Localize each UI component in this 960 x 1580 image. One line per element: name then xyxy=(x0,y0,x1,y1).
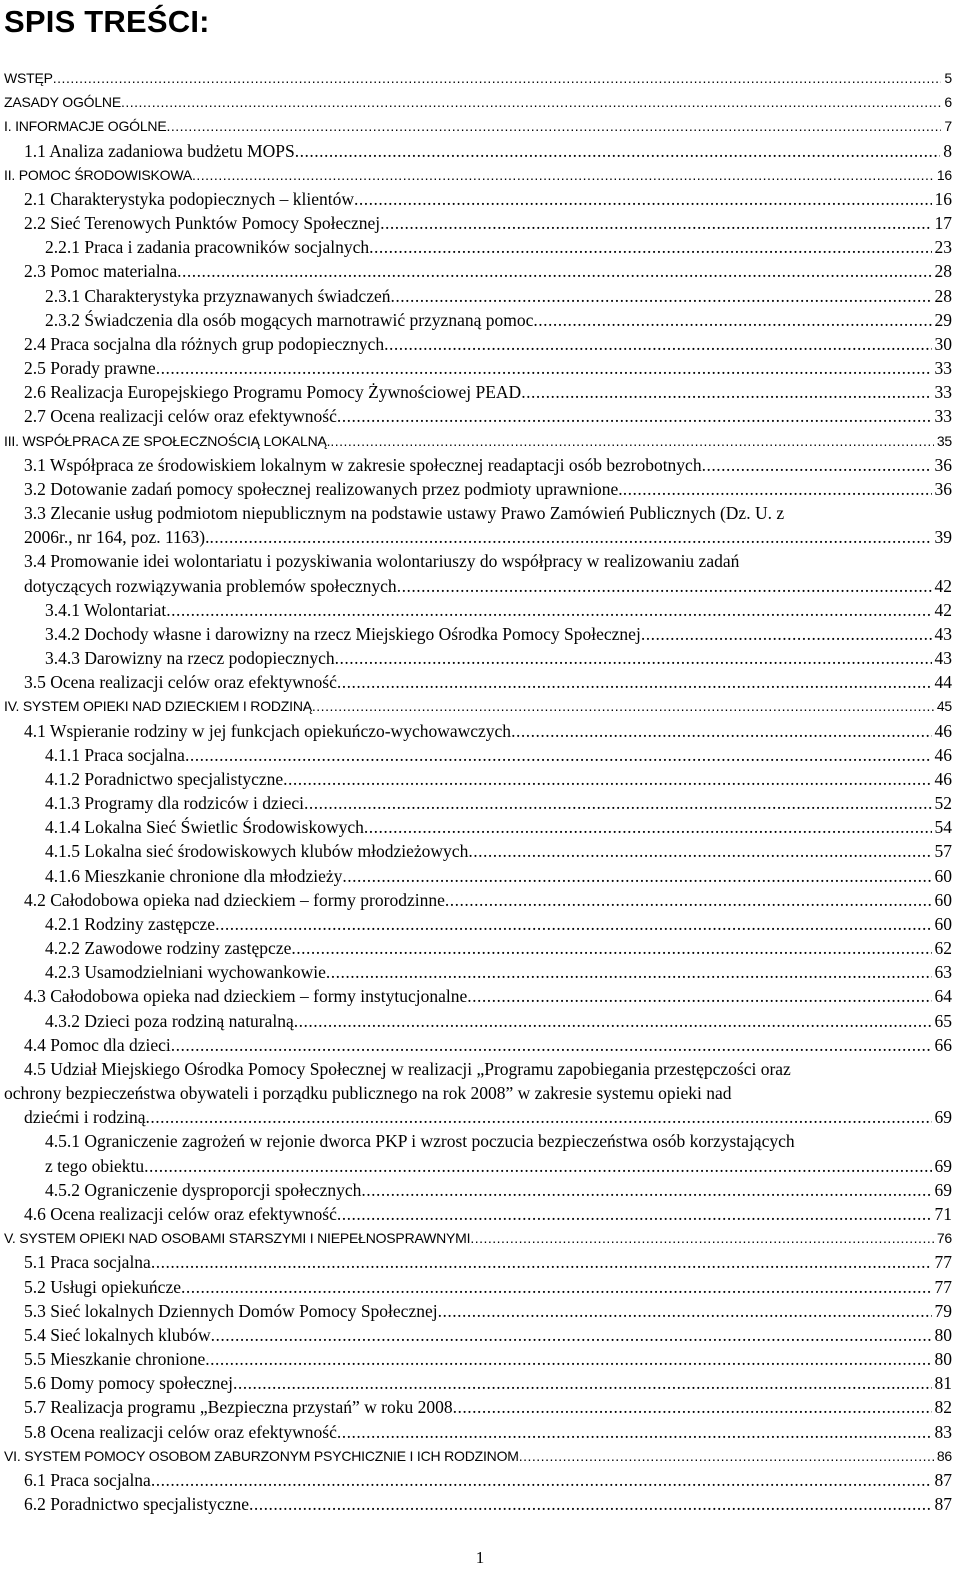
toc-entry-page-number: 69 xyxy=(934,1155,952,1176)
toc-entry-page-number: 69 xyxy=(934,1179,952,1200)
dot-leader xyxy=(330,429,933,453)
toc-entry-page-number: 43 xyxy=(934,648,952,669)
dot-leader xyxy=(369,235,931,259)
toc-entry-line xyxy=(4,163,952,187)
toc-entry-line xyxy=(24,1492,952,1516)
toc-entry-line xyxy=(24,1347,952,1371)
toc-entry-title: 2.5 Porady prawne xyxy=(24,358,156,379)
toc-entry-page-number: 52 xyxy=(934,793,952,814)
toc-entry-page-number: 46 xyxy=(934,744,952,765)
toc-entry-title: 3.2 Dotowanie zadań pomocy społecznej realizowanych przez podmioty uprawnione. xyxy=(24,478,623,499)
dot-leader xyxy=(397,574,932,598)
dot-leader xyxy=(623,477,932,501)
toc-entry-title: 4.3 Całodobowa opieka nad dzieckiem – formy instytucjonalne xyxy=(24,986,468,1007)
toc-entry-line xyxy=(45,791,952,815)
toc-entry-page-number: 63 xyxy=(934,962,952,983)
toc-entry-title: 3.4.3 Darowizny na rzecz podopiecznych xyxy=(45,648,335,669)
page-number: 1 xyxy=(475,1548,485,1567)
dot-leader xyxy=(249,1492,931,1516)
dot-leader xyxy=(519,1444,934,1468)
toc-entry-title: 2.3.2 Świadczenia dla osób mogących marnotrawić przyznaną pomoc xyxy=(45,309,534,330)
toc-entry-title: 3.4.1 Wolontariat xyxy=(45,599,167,620)
toc-entry-page-number: 42 xyxy=(934,575,952,596)
toc-entry-line xyxy=(24,453,952,477)
dot-leader xyxy=(53,66,942,90)
toc-entry-title-continued: dotyczących rozwiązywania problemów społecznych xyxy=(24,575,397,596)
toc-entry-page-number: 33 xyxy=(934,358,952,379)
toc-entry-title: 2.3.1 Charakterystyka przyznawanych świadczeń xyxy=(45,285,391,306)
toc-entry-title: VI. SYSTEM POMOCY OSOBOM ZABURZONYM PSYCHICZNIE I ICH RODZINOM xyxy=(4,1447,519,1464)
dot-leader xyxy=(468,839,931,863)
toc-entry-line xyxy=(45,1009,952,1033)
toc-entry-page-number: 16 xyxy=(934,188,952,209)
toc-entry-page-number: 87 xyxy=(934,1469,952,1490)
toc-entry-title: 5.7 Realizacja programu „Bezpieczna przystań” w roku 2008 xyxy=(24,1397,453,1418)
toc-entry-page-number: 17 xyxy=(934,213,952,234)
toc-entry-line xyxy=(24,1299,952,1323)
toc-entry-page-number: 8 xyxy=(943,140,952,161)
toc-entry-line xyxy=(45,235,952,259)
toc-entry-page-number: 60 xyxy=(934,889,952,910)
toc-entry-page-number: 44 xyxy=(934,672,952,693)
toc-entry-line xyxy=(4,1226,952,1250)
toc-entry-line xyxy=(24,187,952,211)
toc-entry-line xyxy=(45,1154,952,1178)
dot-leader xyxy=(380,211,931,235)
toc-entry-page-number: 5 xyxy=(944,70,952,86)
toc-entry-title: 4.4 Pomoc dla dzieci xyxy=(24,1034,171,1055)
dot-leader xyxy=(342,864,931,888)
toc-entry-page-number: 60 xyxy=(934,913,952,934)
toc-entry-title: 5.3 Sieć lokalnych Dziennych Domów Pomocy Społecznej xyxy=(24,1300,438,1321)
dot-leader xyxy=(467,984,931,1008)
toc-entry-line xyxy=(24,525,952,549)
dot-leader xyxy=(205,1347,931,1371)
toc-entry-page-number: 45 xyxy=(936,698,952,715)
toc-entry-title: 5.8 Ocena realizacji celów oraz efektywność xyxy=(24,1421,337,1442)
dot-leader xyxy=(533,308,931,332)
dot-leader xyxy=(337,1420,932,1444)
dot-leader xyxy=(391,284,932,308)
toc-entry-page-number: 46 xyxy=(934,720,952,741)
toc-entry-page-number: 33 xyxy=(934,382,952,403)
toc-entry-line xyxy=(4,90,952,114)
toc-entry-page-number: 36 xyxy=(934,478,952,499)
toc-entry-page-number: 42 xyxy=(934,599,952,620)
toc-entry-line xyxy=(4,66,952,90)
toc-entry-title: ZASADY OGÓLNE xyxy=(4,94,121,111)
toc-entry-page-number: 87 xyxy=(934,1494,952,1515)
toc-entry-title: 4.3.2 Dzieci poza rodziną naturalną xyxy=(45,1010,294,1031)
dot-leader xyxy=(283,767,931,791)
toc-entry-title: 3.3 Zlecanie usług podmiotom niepublicznym na podstawie ustawy Prawo Zamówień Publicznych (Dz. U. z xyxy=(24,503,785,524)
dot-leader xyxy=(511,719,931,743)
dot-leader xyxy=(295,139,941,163)
dot-leader xyxy=(304,791,931,815)
toc-entry-title: 5.6 Domy pomocy społecznej xyxy=(24,1373,233,1394)
toc-entry-title: II. POMOC ŚRODOWISKOWA xyxy=(4,166,192,183)
toc-entry-title: 4.1 Wspieranie rodziny w jej funkcjach opiekuńczo-wychowawczych xyxy=(24,720,512,741)
toc-entry-title: 3.1 Współpraca ze środowiskiem lokalnym w zakresie społecznej readaptacji osób bezrobotnych xyxy=(24,454,702,475)
toc-entry-line xyxy=(24,1250,952,1274)
toc-entry-title: 2.3 Pomoc materialna xyxy=(24,261,178,282)
toc-entry-page-number: 7 xyxy=(944,118,952,135)
toc-entry-title: 4.1.4 Lokalna Sieć Świetlic Środowiskowych xyxy=(45,817,364,838)
toc-entry-page-number: 69 xyxy=(934,1107,952,1128)
toc-entry-page-number: 80 xyxy=(934,1324,952,1345)
toc-entry-line xyxy=(45,767,952,791)
toc-entry-line xyxy=(45,646,952,670)
dot-leader xyxy=(470,1226,934,1250)
dot-leader xyxy=(185,743,932,767)
toc-entry-title: 5.2 Usługi opiekuńcze xyxy=(24,1276,181,1297)
dot-leader xyxy=(181,1275,932,1299)
toc-entry-title: 2.6 Realizacja Europejskiego Programu Pomocy Żywnościowej PEAD xyxy=(24,382,522,403)
dot-leader xyxy=(326,960,932,984)
page-title: SPIS TREŚCI: xyxy=(4,4,210,39)
toc-entry-title: 5.5 Mieszkanie chronione xyxy=(24,1349,206,1369)
dot-leader xyxy=(177,259,931,283)
toc-entry-page-number: 30 xyxy=(934,333,952,354)
dot-leader xyxy=(438,1299,932,1323)
dot-leader xyxy=(335,646,932,670)
toc-entry-line xyxy=(45,912,952,936)
toc-entry-page-number: 79 xyxy=(934,1300,952,1321)
toc-entry-page-number: 16 xyxy=(936,166,952,183)
dot-leader xyxy=(453,1395,932,1419)
dot-leader xyxy=(166,598,931,622)
toc-entry-page-number: 54 xyxy=(934,817,952,838)
toc-entry-line xyxy=(24,888,952,912)
toc-entry-title: WSTĘP xyxy=(4,70,53,86)
toc-entry-title: 6.1 Praca socjalna xyxy=(24,1469,151,1490)
toc-entry-page-number: 23 xyxy=(934,237,952,258)
dot-leader xyxy=(215,912,931,936)
toc-entry-line xyxy=(24,477,952,501)
toc-entry-line xyxy=(45,864,952,888)
toc-entry-title: 2.2 Sieć Terenowych Punktów Pomocy Społecznej xyxy=(24,213,381,234)
dot-leader xyxy=(151,1250,932,1274)
dot-leader xyxy=(233,1371,932,1395)
toc-entry-title: 4.1.2 Poradnictwo specjalistyczne xyxy=(45,768,284,789)
toc-entry-title: 4.5.1 Ograniczenie zagrożeń w rejonie dworca PKP i wzrost poczucia bezpieczeństwa osób korzystających xyxy=(45,1131,795,1152)
toc-entry-line xyxy=(24,1275,952,1299)
dot-leader xyxy=(145,1105,931,1129)
dot-leader xyxy=(312,694,934,718)
toc-entry-page-number: 66 xyxy=(934,1034,952,1055)
toc-entry-line xyxy=(24,332,952,356)
toc-entry-line xyxy=(24,1033,952,1057)
toc-entry-title-continued: ochrony bezpieczeństwa obywateli i porządku publicznego na rok 2008” w zakresie systemu opieki nad xyxy=(4,1083,732,1104)
toc-entry-title: 2.1 Charakterystyka podopiecznych – klientów xyxy=(24,188,354,209)
toc-entry-line xyxy=(24,984,952,1008)
toc-entry-line xyxy=(45,839,952,863)
toc-entry-title: 5.4 Sieć lokalnych klubów xyxy=(24,1324,211,1345)
toc-entry-line xyxy=(24,1395,952,1419)
toc-entry-page-number: 33 xyxy=(934,406,952,427)
toc-entry-page-number: 76 xyxy=(936,1230,952,1247)
toc-entry-page-number: 62 xyxy=(934,938,952,959)
dot-leader xyxy=(521,380,931,404)
toc-entry-line xyxy=(45,598,952,622)
toc-entry-page-number: 82 xyxy=(934,1397,952,1418)
toc-entry-title-continued: 2006r., nr 164, poz. 1163). xyxy=(24,527,210,548)
toc-entry-title-continued: z tego obiektu xyxy=(45,1155,145,1176)
toc-entry-title: 3.4 Promowanie idei wolontariatu i pozyskiwania wolontariuszy do współpracy w realizowaniu zadań xyxy=(24,551,740,572)
toc-entry-line xyxy=(24,1468,952,1492)
toc-entry-line xyxy=(24,380,952,404)
toc-entry-page-number: 77 xyxy=(934,1252,952,1273)
toc-entry-line xyxy=(45,936,952,960)
toc-entry-title: 4.1.5 Lokalna sieć środowiskowych klubów młodzieżowych xyxy=(45,841,469,862)
toc-entry-line xyxy=(45,308,952,332)
toc-entry-page-number: 65 xyxy=(934,1010,952,1031)
toc-entry-page-number: 39 xyxy=(934,527,952,548)
toc-entry-title: 1.1 Analiza zadaniowa budżetu MOPS xyxy=(24,140,295,161)
dot-leader xyxy=(144,1154,931,1178)
toc-entry-title: 3.4.2 Dochody własne i darowizny na rzecz Miejskiego Ośrodka Pomocy Społecznej xyxy=(45,623,641,644)
toc-entry-page-number: 86 xyxy=(936,1447,952,1464)
toc-entry-line xyxy=(45,1178,952,1202)
toc-entry-page-number: 35 xyxy=(936,432,952,449)
toc-entry-line xyxy=(24,1420,952,1444)
toc-entry-line xyxy=(24,1323,952,1347)
toc-entry-page-number: 29 xyxy=(934,309,952,330)
toc-entry-line xyxy=(24,404,952,428)
dot-leader xyxy=(171,1033,932,1057)
toc-entry-line xyxy=(24,211,952,235)
toc-entry-title: 3.5 Ocena realizacji celów oraz efektywność xyxy=(24,672,337,693)
toc-entry-page-number: 36 xyxy=(934,454,952,475)
toc-entry-title: 4.2.2 Zawodowe rodziny zastępcze xyxy=(45,938,292,959)
toc-entry-line xyxy=(24,259,952,283)
dot-leader xyxy=(702,453,932,477)
toc-entry-page-number: 81 xyxy=(934,1373,952,1394)
toc-entry-page-number: 60 xyxy=(934,865,952,886)
dot-leader xyxy=(337,1202,932,1226)
toc-entry-title: 6.2 Poradnictwo specjalistyczne xyxy=(24,1494,250,1515)
dot-leader xyxy=(166,114,941,138)
toc-entry-title: V. SYSTEM OPIEKI NAD OSOBAMI STARSZYMI I NIEPEŁNOSPRAWNYMI xyxy=(4,1230,471,1247)
toc-entry-title: 4.1.6 Mieszkanie chronione dla młodzieży xyxy=(45,865,343,886)
toc-entry-title: 5.1 Praca socjalna xyxy=(24,1252,151,1273)
dot-leader xyxy=(364,815,932,839)
toc-entry-line xyxy=(24,1105,952,1129)
dot-leader xyxy=(445,888,932,912)
toc-entry-page-number: 77 xyxy=(934,1276,952,1297)
toc-entry-line xyxy=(24,139,952,163)
dot-leader xyxy=(294,1009,932,1033)
toc-entry-title: III. WSPÓŁPRACA ZE SPOŁECZNOŚCIĄ LOKALNĄ. xyxy=(4,432,331,449)
dot-leader xyxy=(337,404,932,428)
toc-entry-title: 2.4 Praca socjalna dla różnych grup podopiecznych xyxy=(24,333,385,354)
toc-entry-title: 4.6 Ocena realizacji celów oraz efektywność xyxy=(24,1203,337,1224)
toc-entry-line xyxy=(4,429,952,453)
toc-entry-line xyxy=(45,622,952,646)
toc-entry-line xyxy=(24,1202,952,1226)
toc-entry-title: IV. SYSTEM OPIEKI NAD DZIECKIEM I RODZINĄ xyxy=(4,698,312,715)
toc-entry-line xyxy=(4,1444,952,1468)
dot-leader xyxy=(354,187,932,211)
dot-leader xyxy=(384,332,931,356)
toc-entry-title: 4.1.1 Praca socjalna xyxy=(45,744,185,765)
toc-entry-page-number: 80 xyxy=(934,1349,952,1369)
toc-entry-title: 4.5.2 Ograniczenie dysproporcji społecznych xyxy=(45,1179,362,1200)
dot-leader xyxy=(211,1323,932,1347)
toc-entry-page-number: 46 xyxy=(934,768,952,789)
dot-leader xyxy=(210,525,932,549)
toc-entry-line xyxy=(4,694,952,718)
toc-entry-line xyxy=(45,284,952,308)
dot-leader xyxy=(156,356,932,380)
toc-entry-line xyxy=(24,356,952,380)
toc-entry-line xyxy=(24,719,952,743)
toc-entry-page-number: 64 xyxy=(934,986,952,1007)
toc-entry-title: 4.5 Udział Miejskiego Ośrodka Pomocy Społecznej w realizacji „Programu zapobiegania przestępczości oraz xyxy=(24,1058,791,1079)
toc-entry-page-number: 43 xyxy=(934,623,952,644)
toc-entry-title-continued: dziećmi i rodziną xyxy=(24,1107,146,1128)
toc-entry-page-number: 28 xyxy=(934,261,952,282)
dot-leader xyxy=(121,90,941,114)
toc-entry-title: 2.7 Ocena realizacji celów oraz efektywność xyxy=(24,406,337,427)
dot-leader xyxy=(361,1178,931,1202)
dot-leader xyxy=(151,1468,932,1492)
toc-entry-page-number: 83 xyxy=(934,1421,952,1442)
dot-leader xyxy=(641,622,932,646)
toc-entry-line xyxy=(4,114,952,138)
toc-entry-title: 4.1.3 Programy dla rodziców i dzieci xyxy=(45,793,305,814)
dot-leader xyxy=(291,936,931,960)
toc-entry-line xyxy=(45,960,952,984)
toc-entry-line xyxy=(24,670,952,694)
toc-entry-title: 4.2.3 Usamodzielniani wychowankowie xyxy=(45,962,326,983)
toc-entry-line xyxy=(24,574,952,598)
toc-entry-page-number: 28 xyxy=(934,285,952,306)
dot-leader xyxy=(192,163,934,187)
toc-entry-title: 4.2.1 Rodziny zastępcze xyxy=(45,913,216,934)
toc-entry-line xyxy=(45,743,952,767)
toc-entry-title: 4.2 Całodobowa opieka nad dzieckiem – formy prorodzinne xyxy=(24,889,445,910)
toc-entry-page-number: 71 xyxy=(934,1203,952,1224)
toc-entry-page-number: 57 xyxy=(934,841,952,862)
toc-entry-title: 2.2.1 Praca i zadania pracowników socjalnych xyxy=(45,237,370,258)
toc-entry-page-number: 6 xyxy=(944,94,952,111)
toc-entry-line xyxy=(45,815,952,839)
toc-entry-line xyxy=(24,1371,952,1395)
toc-entry-title: I. INFORMACJE OGÓLNE xyxy=(4,118,167,135)
dot-leader xyxy=(337,670,932,694)
